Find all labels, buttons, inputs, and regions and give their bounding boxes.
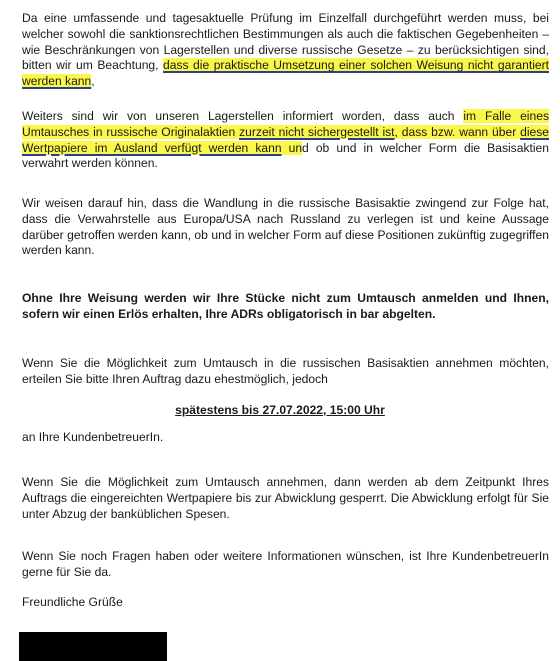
highlight-exchange-case: im Falle eines Umtausches in russische Originalaktien bbox=[22, 109, 549, 139]
paragraph-no-instruction-bold: Ohne Ihre Weisung werden wir Ihre Stücke nicht zum Umtausch anmelden und Ihnen, sofern wir einen Erlös erhalten, Ihre ADRs obligatorisch in bar abgelten. bbox=[22, 291, 549, 321]
redacted-signature-block bbox=[19, 632, 167, 661]
recipient-line: an Ihre KundenbetreuerIn. bbox=[22, 430, 164, 444]
paragraph-custodian-info: Weiters sind wir von unseren Lagerstellen informiert worden, dass auch im Falle eines Umtausches in russische Originalaktien zurzeit nicht sichergestellt ist, dass bzw. wann über diese Wertpapiere im Ausland verfügt werden kann und ob und in welcher Form die Basisaktien verwahrt werden können. bbox=[22, 109, 550, 171]
highlight-no-guarantee: dass die praktische Umsetzung einer solchen Weisung nicht garantiert werden kann bbox=[22, 58, 549, 89]
paragraph-blocking-notice: Wenn Sie die Möglichkeit zum Umtausch annehmen, dann werden ab dem Zeitpunkt Ihres Auftrags die eingereichten Wertpapiere bis zur Abwicklung gesperrt. Die Abwicklung erfolgt für Sie unter Abzug der banküblichen Spesen. bbox=[22, 475, 549, 521]
highlight-securities-abroad: diese Wertpapiere im Ausland bbox=[22, 124, 550, 155]
highlight-can-be-disposed: verfügt werden kann bbox=[164, 140, 282, 155]
paragraph-verification-notice: Da eine umfassende und tagesaktuelle Prüfung im Einzelfall durchgeführt werden muss, bei welcher sowohl die sanktionsrechtlichen Bestimmungen als auch die faktischen Gegebenheiten – wie Beschränkungen von Lagerstellen und diverse russische Gesetze – zu berücksichtigen sind, bitten wir um Beachtung, dass die praktische Umsetzung einer solchen Weisung nicht garantiert werden kann, bbox=[22, 11, 549, 89]
paragraph-conversion-consequence: Wir weisen darauf hin, dass die Wandlung in die russische Basisaktie zwingend zur Folge hat, dass die Verwahrstelle aus Europa/USA nach Russland zu verlegen ist und keine Aussage darüber getroffen werden kann, ob und in welcher Form auf diese Positionen zukünftig zugegriffen werden kann. bbox=[22, 196, 549, 258]
paragraph-exchange-request: Wenn Sie die Möglichkeit zum Umtausch in die russischen Basisaktien annehmen möchten, erteilen Sie bitte Ihren Auftrag dazu ehestmöglich, jedoch bbox=[22, 356, 549, 386]
highlight-not-ensured: zurzeit nicht sichergestellt ist bbox=[239, 124, 395, 139]
deadline-line: spätestens bis 27.07.2022, 15:00 Uhr bbox=[175, 403, 385, 417]
closing-greeting: Freundliche Grüße bbox=[22, 595, 123, 609]
paragraph-questions: Wenn Sie noch Fragen haben oder weitere Informationen wünschen, ist Ihre KundenbetreuerIn gerne für Sie da. bbox=[22, 549, 549, 579]
